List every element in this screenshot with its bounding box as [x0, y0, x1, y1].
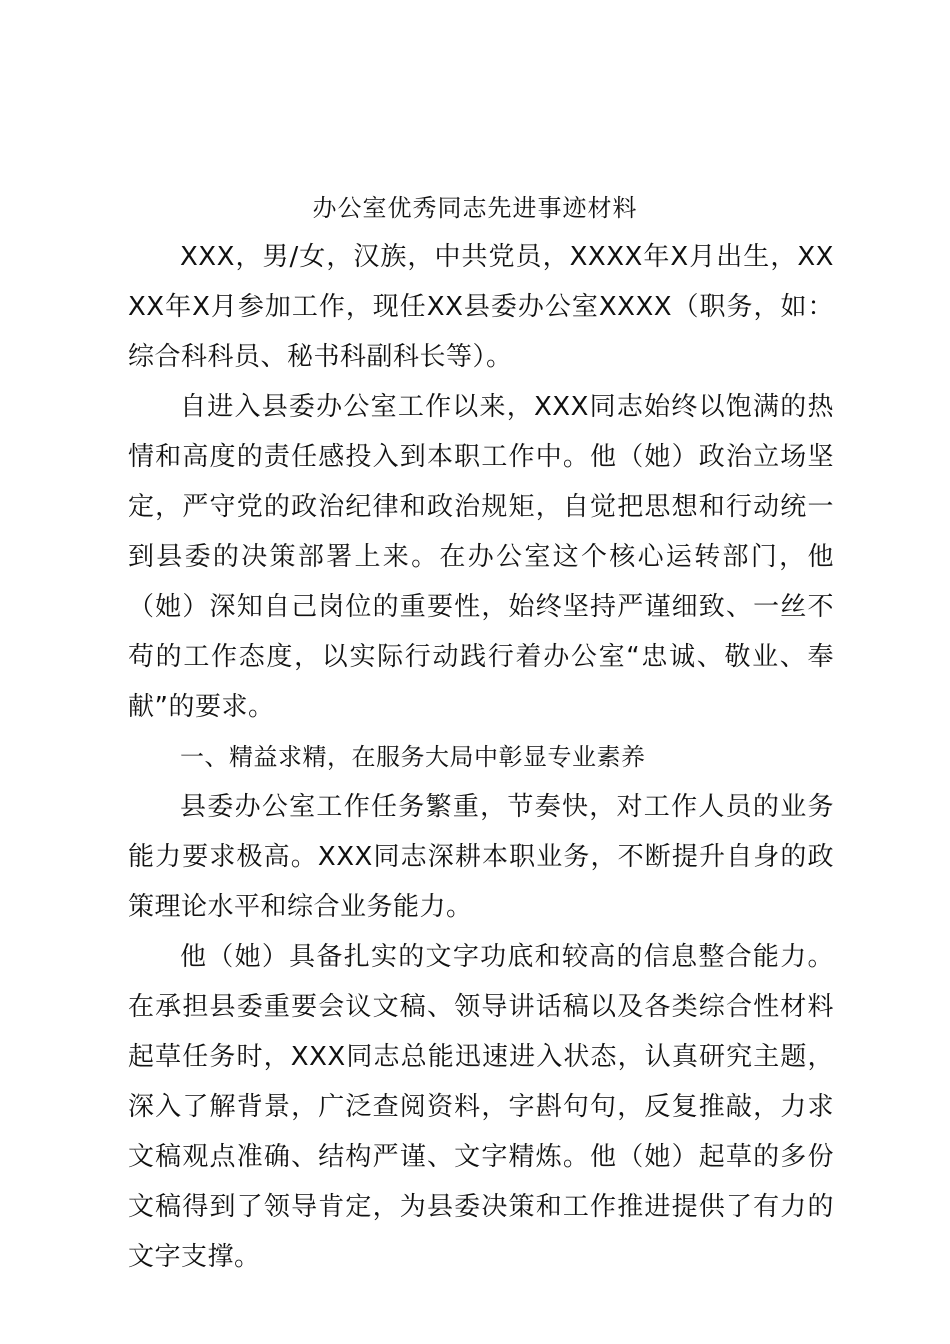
- summary-paragraph: 自进入县委办公室工作以来，XXX同志始终以饱满的热情和高度的责任感投入到本职工作中。他（她）政治立场坚定，严守党的政治纪律和政治规矩，自觉把思想和行动统一到县委的决策部署上来。在办公室这个核心运转部门，他（她）深知自己岗位的重要性，始终坚持严谨细致、一丝不苟的工作态度，以实际行动践行着办公室“忠诚、敬业、奉献”的要求。: [128, 392, 834, 722]
- document-body: [128, 232, 834, 1282]
- section-paragraph: 县委办公室工作任务繁重，节奏快，对工作人员的业务能力要求极高。XXX同志深耕本职业务，不断提升自身的政策理论水平和综合业务能力。: [128, 792, 834, 922]
- intro-paragraph: XXX，男/女，汉族，中共党员，XXXX年X月出生，XXXX年X月参加工作，现任XX县委办公室XXXX（职务，如：综合科科员、秘书科副科长等）。: [128, 242, 834, 372]
- document-title: 办公室优秀同志先进事迹材料: [312, 194, 638, 222]
- section-heading: 一、精益求精，在服务大局中彰显专业素养: [180, 743, 646, 771]
- section-paragraph: 他（她）具备扎实的文字功底和较高的信息整合能力。在承担县委重要会议文稿、领导讲话稿以及各类综合性材料起草任务时，XXX同志总能迅速进入状态，认真研究主题，深入了解背景，广泛查阅资料，字斟句句，反复推敲，力求文稿观点准确、结构严谨、文字精炼。他（她）起草的多份文稿得到了领导肯定，为县委决策和工作推进提供了有力的文字支撑。: [128, 942, 834, 1272]
